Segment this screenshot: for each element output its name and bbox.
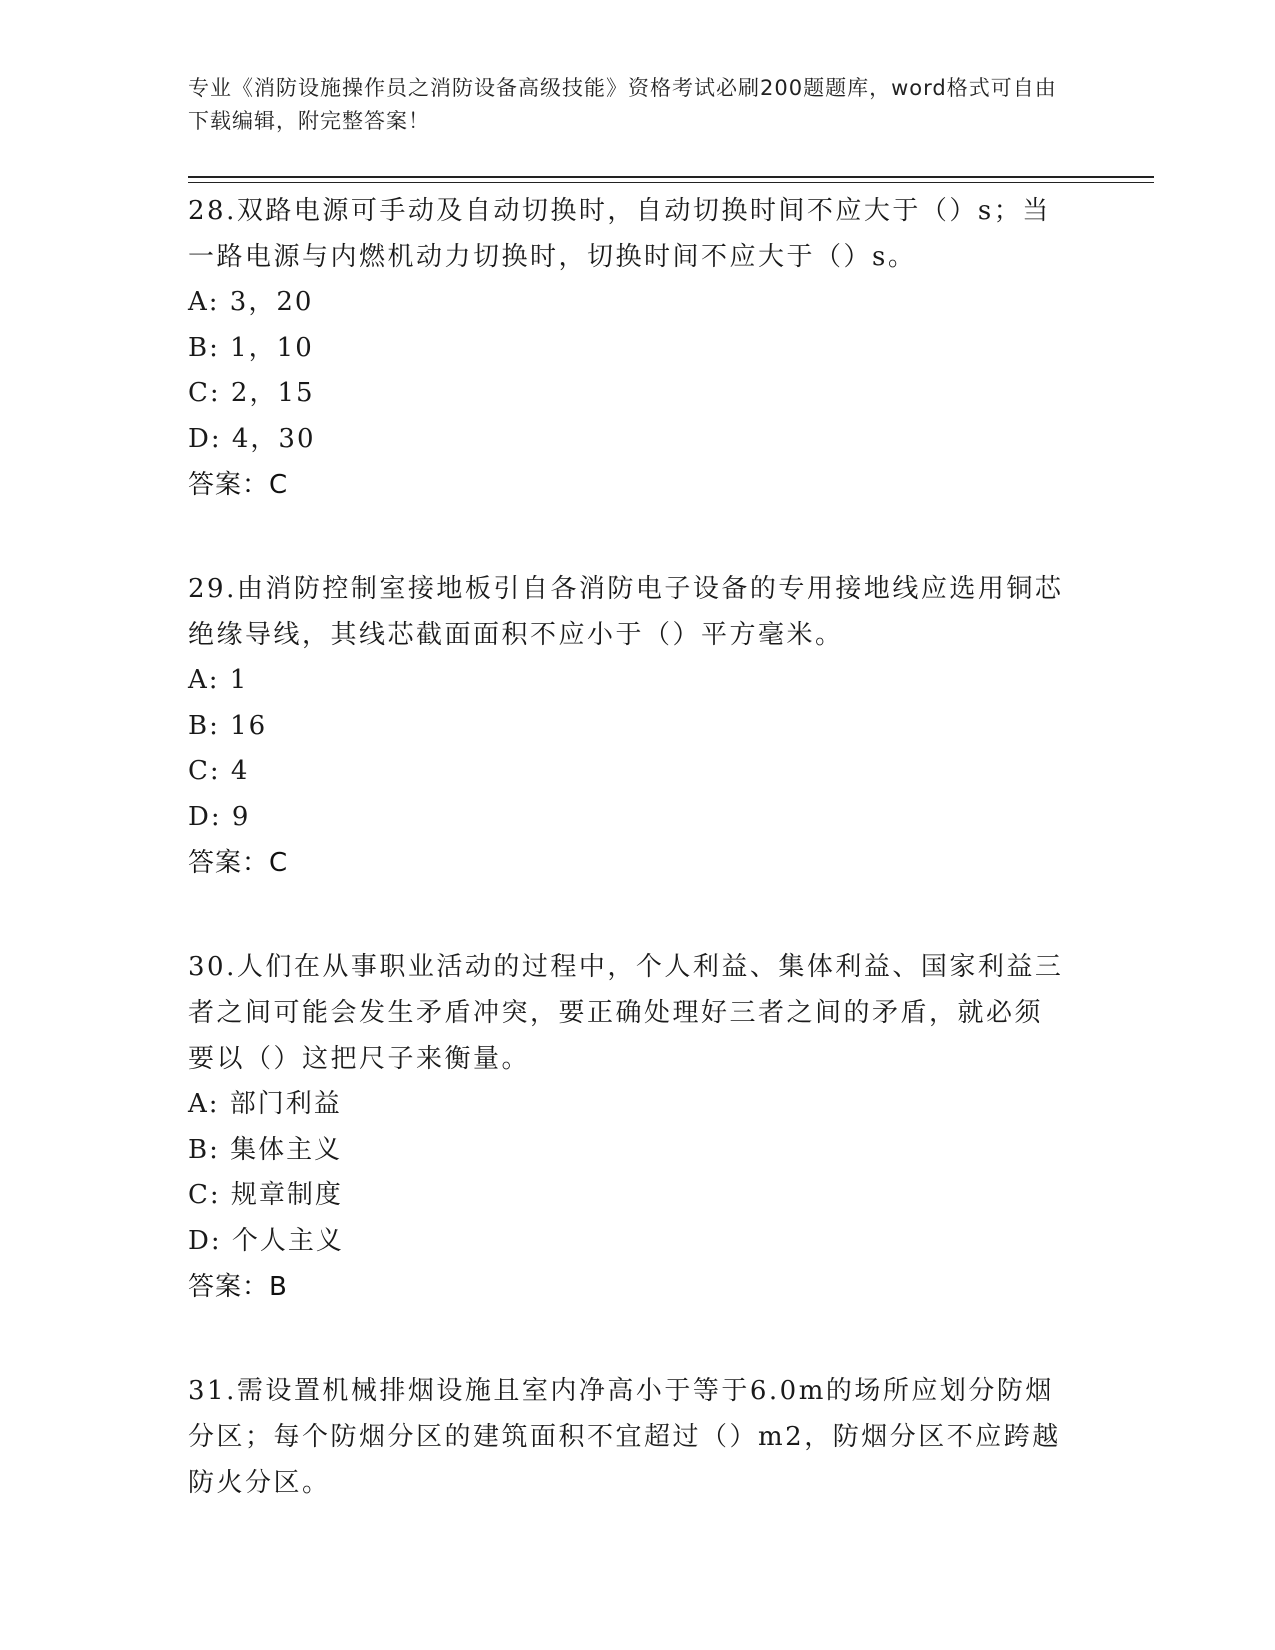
question-stem: 29.由消防控制室接地板引自各消防电子设备的专用接地线应选用铜芯绝缘导线，其线芯截面面积不应小于（）平方毫米。 bbox=[188, 574, 1064, 650]
question-stem: 30.人们在从事职业活动的过程中，个人利益、集体利益、国家利益三者之间可能会发生矛盾冲突，要正确处理好三者之间的矛盾，就必须要以（）这把尺子来衡量。 bbox=[188, 952, 1064, 1074]
question-gap bbox=[188, 1310, 1088, 1368]
header-rule-thin bbox=[188, 182, 1154, 183]
answer-line: 答案：C bbox=[188, 470, 289, 500]
option-b: B: 1，10 bbox=[188, 332, 314, 363]
option-b: B: 集体主义 bbox=[188, 1134, 343, 1165]
answer-line: 答案：C bbox=[188, 848, 289, 878]
document-header: 专业《消防设施操作员之消防设备高级技能》资格考试必刷200题题库，word格式可自由下载编辑，附完整答案！ bbox=[188, 76, 1057, 133]
question-30 bbox=[188, 944, 1088, 1310]
option-d: D: 个人主义 bbox=[188, 1225, 344, 1256]
option-c: C: 规章制度 bbox=[188, 1180, 343, 1210]
option-a: A: 部门利益 bbox=[188, 1089, 342, 1119]
header-rule-thick bbox=[188, 176, 1154, 178]
answer-line: 答案：B bbox=[188, 1272, 288, 1302]
question-28 bbox=[188, 188, 1088, 508]
option-c: C: 4 bbox=[188, 756, 250, 786]
option-a: A: 1 bbox=[188, 665, 249, 695]
question-31 bbox=[188, 1368, 1088, 1506]
option-d: D: 9 bbox=[188, 801, 251, 832]
option-d: D: 4，30 bbox=[188, 423, 316, 454]
option-a: A: 3，20 bbox=[188, 287, 314, 317]
question-29 bbox=[188, 566, 1088, 886]
question-gap bbox=[188, 886, 1088, 944]
question-gap bbox=[188, 508, 1088, 566]
question-stem: 28.双路电源可手动及自动切换时，自动切换时间不应大于（）s；当一路电源与内燃机动力切换时，切换时间不应大于（）s。 bbox=[188, 196, 1051, 272]
option-b: B: 16 bbox=[188, 710, 268, 741]
option-c: C: 2，15 bbox=[188, 378, 315, 408]
question-list bbox=[188, 188, 1088, 1506]
question-stem: 31.需设置机械排烟设施且室内净高小于等于6.0m的场所应划分防烟分区；每个防烟分区的建筑面积不宜超过（）m2，防烟分区不应跨越防火分区。 bbox=[188, 1376, 1061, 1498]
